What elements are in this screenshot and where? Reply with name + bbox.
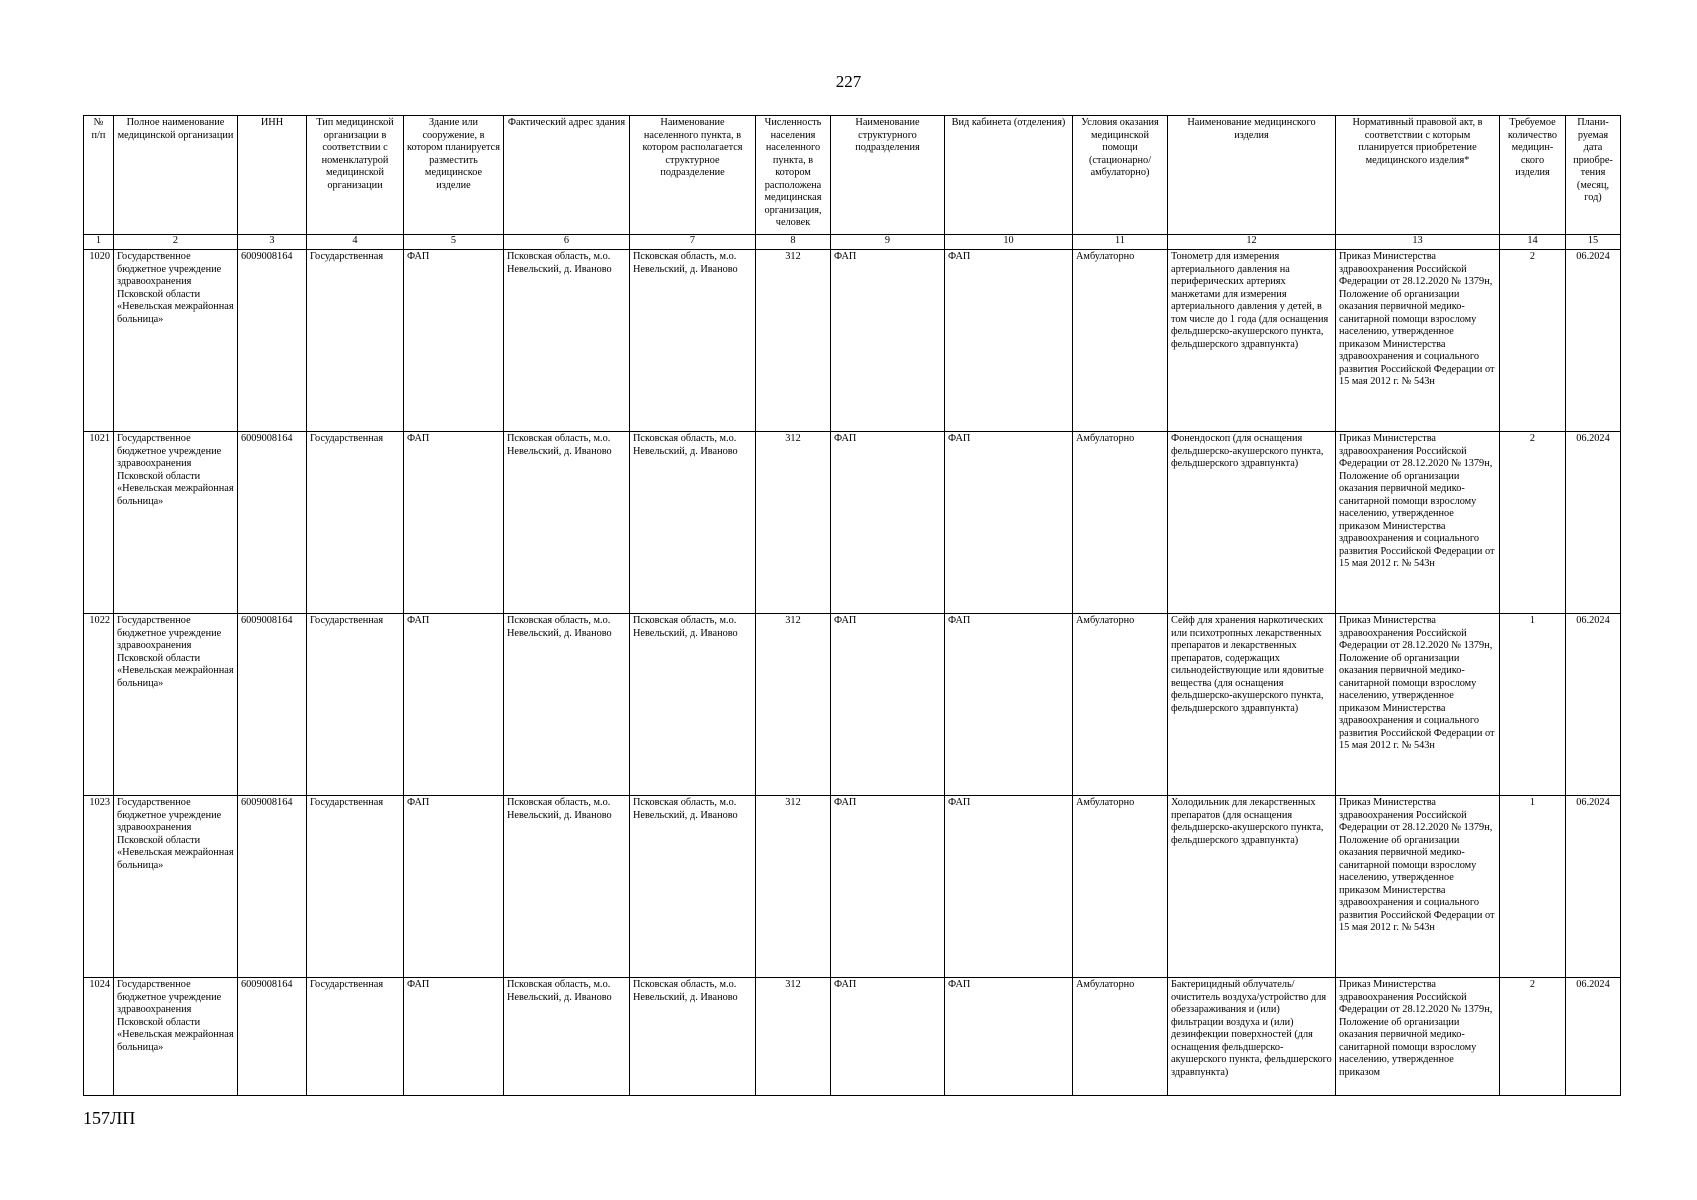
quantity: 2 <box>1500 432 1566 614</box>
planned-date: 06.2024 <box>1566 614 1621 796</box>
column-header: Вид кабинета (отделения) <box>945 116 1073 235</box>
organization-type: Государственная <box>307 250 404 432</box>
medical-device: Фонендоскоп (для оснащения фельдшерско-акушерского пункта, фельдшерского здравпункта) <box>1168 432 1336 614</box>
organization-type: Государственная <box>307 796 404 978</box>
column-number: 2 <box>114 235 238 250</box>
cabinet-type: ФАП <box>945 796 1073 978</box>
care-conditions: Амбулаторно <box>1073 796 1168 978</box>
address: Псковская область, м.о. Невельский, д. Иваново <box>504 614 630 796</box>
organization-type: Государственная <box>307 432 404 614</box>
address: Псковская область, м.о. Невельский, д. Иваново <box>504 978 630 1096</box>
medical-device: Сейф для хранения наркотических или психотропных лекарственных препаратов и лекарственных препаратов, содержащих сильнодействующие или ядовитые вещества (для оснащения фельдшерско-акушерского пункта, фельдшерского здравпункта) <box>1168 614 1336 796</box>
column-number: 11 <box>1073 235 1168 250</box>
organization-name: Государственное бюджетное учреждение здравоохранения Псковской области «Невельская межрайонная больница» <box>114 614 238 796</box>
cabinet-type: ФАП <box>945 432 1073 614</box>
table-row <box>84 432 1621 614</box>
organization-name: Государственное бюджетное учреждение здравоохранения Псковской области «Невельская межрайонная больница» <box>114 796 238 978</box>
organization-type: Государственная <box>307 978 404 1096</box>
column-number: 15 <box>1566 235 1621 250</box>
quantity: 1 <box>1500 796 1566 978</box>
column-number: 12 <box>1168 235 1336 250</box>
population: 312 <box>756 796 831 978</box>
column-header: Наименование медицинского изделия <box>1168 116 1336 235</box>
column-number-row <box>84 235 1621 250</box>
row-number: 1024 <box>84 978 114 1096</box>
column-header: Условия оказания медицинской помощи (стационарно/ амбулаторно) <box>1073 116 1168 235</box>
column-header: Здание или сооружение, в котором планируется разместить медицинское изделие <box>404 116 504 235</box>
building: ФАП <box>404 796 504 978</box>
care-conditions: Амбулаторно <box>1073 250 1168 432</box>
row-number: 1020 <box>84 250 114 432</box>
row-number: 1022 <box>84 614 114 796</box>
table-row <box>84 250 1621 432</box>
organization-name: Государственное бюджетное учреждение здравоохранения Псковской области «Невельская межрайонная больница» <box>114 250 238 432</box>
medical-device: Бактерицидный облучатель/очиститель воздуха/устройство для обеззараживания и (или) фильтрации воздуха и (или) дезинфекции поверхностей (для оснащения фельдшерско-акушерского пункта, фельдшерского здравпункта) <box>1168 978 1336 1096</box>
population: 312 <box>756 432 831 614</box>
medical-devices-table <box>83 115 1621 1096</box>
population: 312 <box>756 250 831 432</box>
settlement: Псковская область, м.о. Невельский, д. Иваново <box>630 796 756 978</box>
address: Псковская область, м.о. Невельский, д. Иваново <box>504 432 630 614</box>
column-header: Наименование структурного подразделения <box>831 116 945 235</box>
building: ФАП <box>404 978 504 1096</box>
document-code: 157ЛП <box>83 1108 136 1128</box>
planned-date: 06.2024 <box>1566 432 1621 614</box>
legal-act: Приказ Министерства здравоохранения Российской Федерации от 28.12.2020 № 1379н, Положение об организации оказания первичной медико-санитарной помощи взрослому населению, утвержденное приказом Министерства здравоохранения и социального развития Российской Федерации от 15 мая 2012 г. № 543н <box>1336 250 1500 432</box>
column-header: Тип медицинской организации в соответствии с номенклатурой медицинской организации <box>307 116 404 235</box>
medical-device: Холодильник для лекарственных препаратов (для оснащения фельдшерско-акушерского пункта, фельдшерского здравпункта) <box>1168 796 1336 978</box>
column-number: 9 <box>831 235 945 250</box>
column-header: Нормативный правовой акт, в соответствии с которым планируется приобретение медицинского изделия* <box>1336 116 1500 235</box>
column-number: 13 <box>1336 235 1500 250</box>
column-number: 3 <box>238 235 307 250</box>
organization-type: Государственная <box>307 614 404 796</box>
column-number: 14 <box>1500 235 1566 250</box>
settlement: Псковская область, м.о. Невельский, д. Иваново <box>630 250 756 432</box>
column-number: 8 <box>756 235 831 250</box>
legal-act: Приказ Министерства здравоохранения Российской Федерации от 28.12.2020 № 1379н, Положение об организации оказания первичной медико-санитарной помощи взрослому населению, утвержденное приказом Министерства здравоохранения и социального развития Российской Федерации от 15 мая 2012 г. № 543н <box>1336 796 1500 978</box>
care-conditions: Амбулаторно <box>1073 978 1168 1096</box>
structural-unit: ФАП <box>831 250 945 432</box>
organization-name: Государственное бюджетное учреждение здравоохранения Псковской области «Невельская межрайонная больница» <box>114 978 238 1096</box>
legal-act: Приказ Министерства здравоохранения Российской Федерации от 28.12.2020 № 1379н, Положение об организации оказания первичной медико-санитарной помощи взрослому населению, утвержденное приказом Министерства здравоохранения и социального развития Российской Федерации от 15 мая 2012 г. № 543н <box>1336 432 1500 614</box>
column-header: Фактический адрес здания <box>504 116 630 235</box>
medical-device: Тонометр для измерения артериального давления на периферических артериях манжетами для измерения артериального давления у детей, в том числе до 1 года (для оснащения фельдшерско-акушерского пункта, фельдшерского здравпункта) <box>1168 250 1336 432</box>
building: ФАП <box>404 432 504 614</box>
care-conditions: Амбулаторно <box>1073 614 1168 796</box>
column-number: 10 <box>945 235 1073 250</box>
column-number: 5 <box>404 235 504 250</box>
column-number: 1 <box>84 235 114 250</box>
address: Псковская область, м.о. Невельский, д. Иваново <box>504 796 630 978</box>
structural-unit: ФАП <box>831 614 945 796</box>
inn: 6009008164 <box>238 796 307 978</box>
column-header: Плани-руемая дата приобре-тения (месяц, год) <box>1566 116 1621 235</box>
planned-date: 06.2024 <box>1566 250 1621 432</box>
cabinet-type: ФАП <box>945 614 1073 796</box>
table-row <box>84 796 1621 978</box>
column-number: 7 <box>630 235 756 250</box>
legal-act: Приказ Министерства здравоохранения Российской Федерации от 28.12.2020 № 1379н, Положение об организации оказания первичной медико-санитарной помощи взрослому населению, утвержденное приказом <box>1336 978 1500 1096</box>
quantity: 2 <box>1500 250 1566 432</box>
inn: 6009008164 <box>238 432 307 614</box>
address: Псковская область, м.о. Невельский, д. Иваново <box>504 250 630 432</box>
settlement: Псковская область, м.о. Невельский, д. Иваново <box>630 432 756 614</box>
population: 312 <box>756 614 831 796</box>
planned-date: 06.2024 <box>1566 796 1621 978</box>
inn: 6009008164 <box>238 978 307 1096</box>
column-header: ИНН <box>238 116 307 235</box>
row-number: 1021 <box>84 432 114 614</box>
column-header: № п/п <box>84 116 114 235</box>
building: ФАП <box>404 614 504 796</box>
row-number: 1023 <box>84 796 114 978</box>
structural-unit: ФАП <box>831 796 945 978</box>
column-number: 4 <box>307 235 404 250</box>
table-row <box>84 614 1621 796</box>
column-header: Полное наименование медицинской организации <box>114 116 238 235</box>
structural-unit: ФАП <box>831 978 945 1096</box>
cabinet-type: ФАП <box>945 250 1073 432</box>
inn: 6009008164 <box>238 614 307 796</box>
column-header: Наименование населенного пункта, в котором располагается структурное подразделение <box>630 116 756 235</box>
settlement: Псковская область, м.о. Невельский, д. Иваново <box>630 614 756 796</box>
quantity: 2 <box>1500 978 1566 1096</box>
inn: 6009008164 <box>238 250 307 432</box>
organization-name: Государственное бюджетное учреждение здравоохранения Псковской области «Невельская межрайонная больница» <box>114 432 238 614</box>
header-row <box>84 116 1621 235</box>
settlement: Псковская область, м.о. Невельский, д. Иваново <box>630 978 756 1096</box>
cabinet-type: ФАП <box>945 978 1073 1096</box>
planned-date: 06.2024 <box>1566 978 1621 1096</box>
care-conditions: Амбулаторно <box>1073 432 1168 614</box>
table-row <box>84 978 1621 1096</box>
population: 312 <box>756 978 831 1096</box>
column-number: 6 <box>504 235 630 250</box>
legal-act: Приказ Министерства здравоохранения Российской Федерации от 28.12.2020 № 1379н, Положение об организации оказания первичной медико-санитарной помощи взрослому населению, утвержденное приказом Министерства здравоохранения и социального развития Российской Федерации от 15 мая 2012 г. № 543н <box>1336 614 1500 796</box>
column-header: Численность населения населенного пункта, в котором расположена медицинская организация, человек <box>756 116 831 235</box>
column-header: Требуемое количество медицин-ского изделия <box>1500 116 1566 235</box>
quantity: 1 <box>1500 614 1566 796</box>
structural-unit: ФАП <box>831 432 945 614</box>
building: ФАП <box>404 250 504 432</box>
page-number: 227 <box>835 72 862 91</box>
